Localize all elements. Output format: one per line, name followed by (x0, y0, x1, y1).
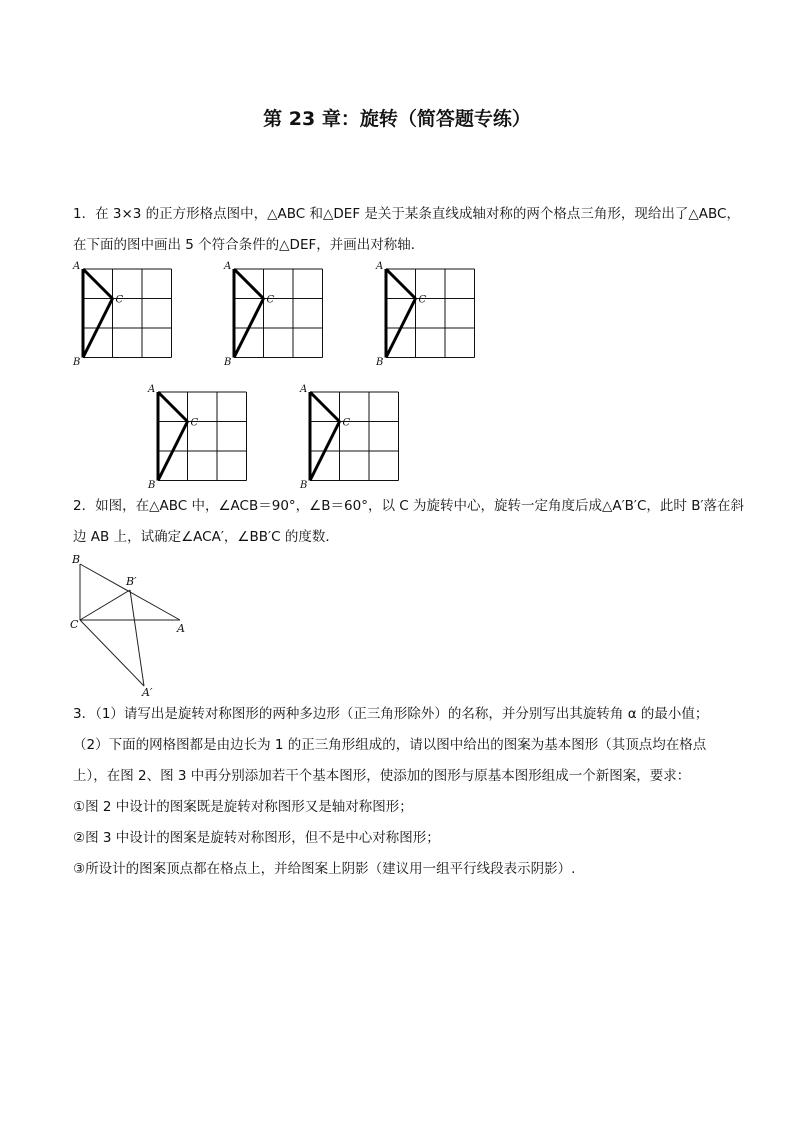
label-a: A (376, 261, 384, 272)
label-b: B (300, 480, 308, 491)
q3-line1: 3．（1）请写出是旋转对称图形的两种多边形（正三角形除外）的名称，并分别写出其旋转角 α 的最小值； (73, 706, 709, 722)
segment-ac (158, 392, 188, 422)
segment-ac (310, 392, 340, 422)
label-b: B (376, 357, 384, 368)
label-c: C (115, 294, 124, 306)
segment-b-prime-a-prime (130, 590, 144, 686)
label-a: A (177, 622, 185, 635)
segment-cb-prime (80, 590, 130, 620)
label-a: A (148, 384, 156, 395)
label-c: C (190, 417, 199, 429)
q3-requirement-1: ①图 2 中设计的图案既是旋转对称图形又是轴对称图形； (73, 799, 413, 815)
label-a-prime: A′ (142, 686, 153, 699)
label-a: A (224, 261, 232, 272)
label-c: C (70, 618, 79, 631)
q3-requirement-2: ②图 3 中设计的图案是旋转对称图形，但不是中心对称图形； (73, 830, 440, 846)
q1-line2: 在下面的图中画出 5 个符合条件的△DEF，并画出对称轴． (73, 237, 425, 253)
q1-grid-figure-2 (221, 258, 331, 374)
label-b: B (224, 357, 232, 368)
label-c: C (418, 294, 427, 306)
q2-triangle-figure (66, 550, 196, 704)
q2-line2: 边 AB 上，试确定∠ACA′，∠BB′C 的度数． (73, 529, 339, 545)
segment-ca-prime (80, 620, 144, 686)
label-c: C (266, 294, 275, 306)
label-a: A (73, 261, 81, 272)
label-c: C (342, 417, 351, 429)
q1-grid-figure-1 (70, 258, 180, 374)
q3-requirement-3: ③所设计的图案顶点都在格点上，并给图案上阴影（建议用一组平行线段表示阴影）. (73, 861, 576, 877)
q1-line1: 1．在 3×3 的正方形格点图中，△ABC 和△DEF 是关于某条直线成轴对称的两个格点三角形，现给出了△ABC， (73, 206, 740, 222)
page-title: 第 23 章：旋转（简答题专练） (263, 108, 531, 130)
label-b-prime: B′ (126, 575, 137, 588)
q3-line3: 上），在图 2、图 3 中再分别添加若干个基本图形，使添加的图形与原基本图形组成一个新图案，要求： (73, 768, 691, 784)
q1-grid-figure-4 (145, 381, 255, 497)
label-b: B (72, 553, 81, 566)
label-b: B (148, 480, 156, 491)
label-a: A (300, 384, 308, 395)
q2-line1: 2．如图，在△ABC 中，∠ACB＝90°，∠B＝60°，以 C 为旋转中心，旋转一定角度后成△A′B′C，此时 B′落在斜 (73, 498, 745, 514)
label-b: B (73, 357, 81, 368)
segment-ac (234, 269, 264, 299)
segment-ac (83, 269, 113, 299)
segment-ac (386, 269, 416, 299)
q1-grid-figure-3 (373, 258, 483, 374)
q1-grid-figure-5 (297, 381, 407, 497)
q3-line2: （2）下面的网格图都是由边长为 1 的正三角形组成的，请以图中给出的图案为基本图形（其顶点均在格点 (73, 737, 707, 753)
